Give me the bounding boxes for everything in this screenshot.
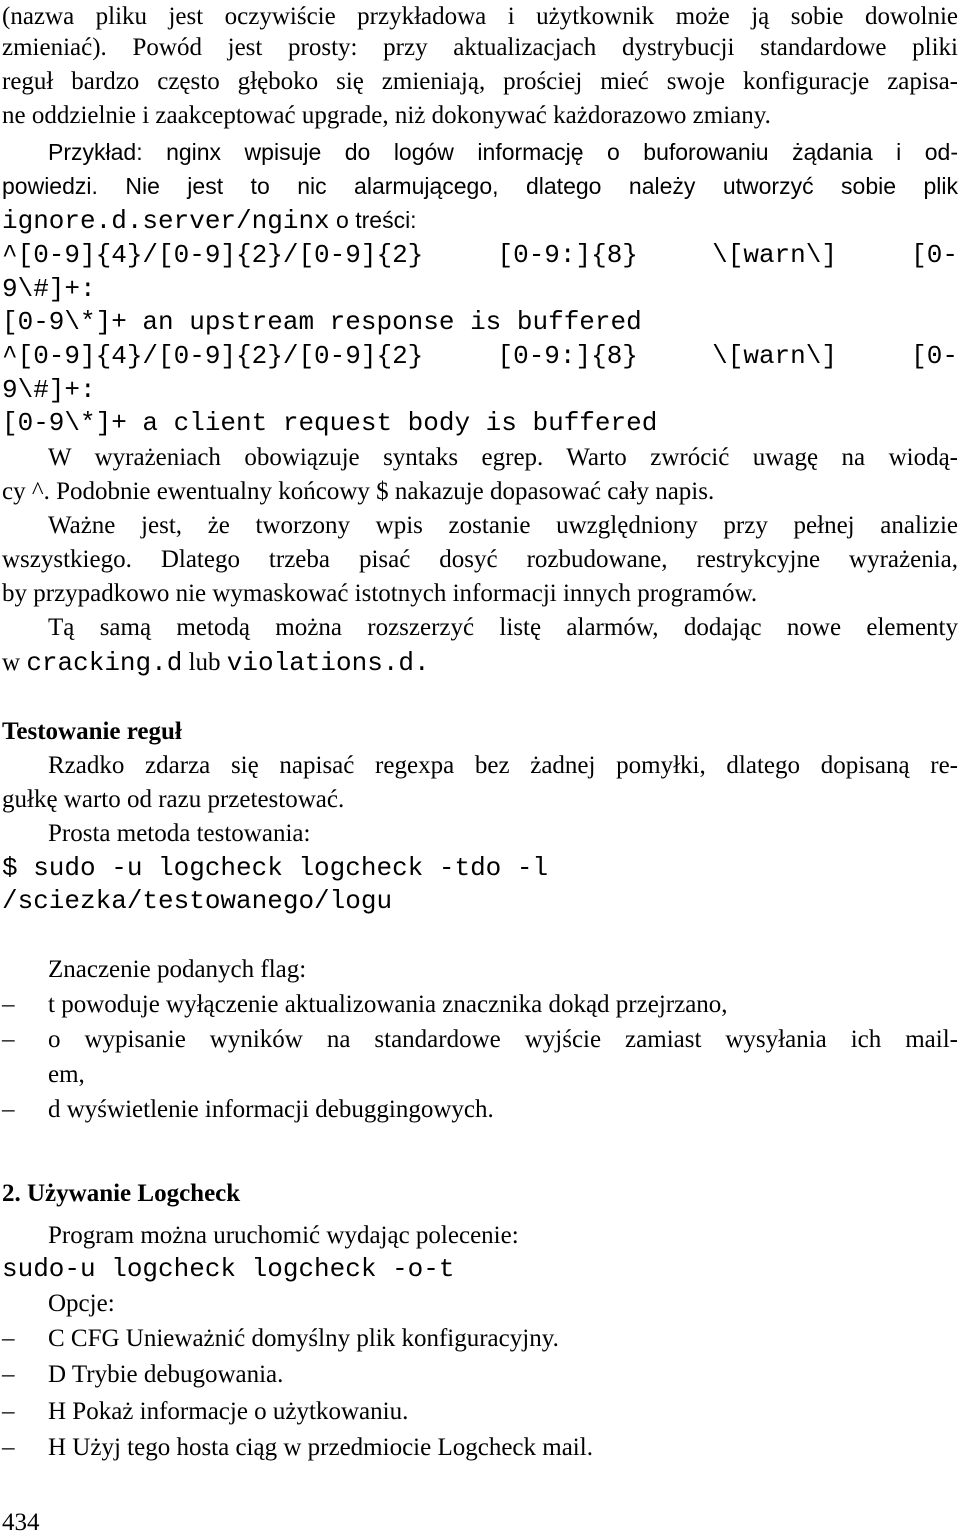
paragraph-line: zmieniać). Powód jest prosty: przy aktualizacjach dystrybucji standardowe pliki (2, 34, 958, 61)
code-line: ^[0-9]{4}/[0-9]{2}/[0-9]{2} [0-9:]{8} \[warn\] [0- (2, 240, 958, 270)
flag-list-item (0, 1093, 960, 1127)
code-line: ^[0-9]{4}/[0-9]{2}/[0-9]{2} [0-9:]{8} \[warn\] [0- (2, 341, 958, 371)
option-text: H Pokaż informacje o użytkowaniu. (48, 1398, 409, 1425)
flag-list-item-continuation (0, 1058, 960, 1092)
flag-text: o wypisanie wyników na standardowe wyjście zamiast wysyłania ich mail- (48, 1026, 958, 1053)
paragraph-line: reguł bardzo często głęboko się zmieniają, prościej mieć swoje konfiguracje zapisa- (2, 68, 958, 95)
paragraph-line: Program można uruchomić wydając polecenie: (48, 1222, 519, 1249)
paragraph-line (2, 646, 958, 680)
dash-bullet: – (2, 1361, 15, 1388)
dash-bullet: – (2, 991, 15, 1018)
inline-code-cracking: cracking.d (26, 648, 183, 678)
inline-text: lub (182, 649, 227, 676)
flag-text: em, (48, 1061, 85, 1088)
paragraph-line (2, 203, 958, 237)
inline-code-violations: violations.d. (226, 648, 430, 678)
paragraph-line: by przypadkowo nie wymaskować istotnych informacji innych programów. (2, 580, 758, 607)
option-list-item (0, 1322, 960, 1356)
paragraph-line: wszystkiego. Dlatego trzeba pisać dosyć rozbudowane, restrykcyjne wyrażenia, (2, 546, 958, 573)
paragraph-line: cy ^. Podobnie ewentualny końcowy $ nakazuje dopasować cały napis. (2, 478, 715, 505)
command-line: $ sudo -u logcheck logcheck -tdo -l (2, 853, 549, 883)
option-text: C CFG Unieważnić domyślny plik konfiguracyjny. (48, 1325, 559, 1352)
code-line: 9\#]+: (2, 274, 96, 304)
dash-bullet: – (2, 1434, 15, 1461)
paragraph-line: Znaczenie podanych flag: (48, 956, 307, 983)
option-list-item (0, 1431, 960, 1465)
code-line: [0-9\*]+ an upstream response is buffered (2, 307, 642, 337)
code-line: 9\#]+: (2, 375, 96, 405)
inline-text: w (2, 649, 27, 676)
inline-text: o treści: (329, 207, 417, 233)
paragraph-line: gułkę warto od razu przetestować. (2, 786, 345, 813)
inline-code-filename: ignore.d.server/nginx (2, 206, 330, 236)
flag-text: d wyświetlenie informacji debuggingowych. (48, 1096, 494, 1123)
dash-bullet: – (2, 1398, 15, 1425)
section-heading: 2. Używanie Logcheck (2, 1180, 241, 1207)
paragraph-line: (nazwa pliku jest oczywiście przykładowa i użytkownik może ją sobie dowolnie (2, 3, 958, 30)
option-text: H Użyj tego hosta ciąg w przedmiocie Logcheck mail. (48, 1434, 593, 1461)
flag-list-item (0, 988, 960, 1022)
dash-bullet: – (2, 1096, 15, 1123)
option-list-item (0, 1358, 960, 1392)
paragraph-line: Opcje: (48, 1290, 115, 1317)
option-list-item (0, 1395, 960, 1429)
dash-bullet: – (2, 1026, 15, 1053)
dash-bullet: – (2, 1325, 15, 1352)
command-line: sudo-u logcheck logcheck -o-t (2, 1254, 455, 1284)
paragraph-line: powiedzi. Nie jest to nic alarmującego, dlatego należy utworzyć sobie plik (2, 173, 958, 199)
paragraph-line: Ważne jest, że tworzony wpis zostanie uwzględniony przy pełnej analizie (48, 512, 958, 539)
command-line: /sciezka/testowanego/logu (2, 886, 393, 916)
code-line: [0-9\*]+ a client request body is buffered (2, 408, 658, 438)
option-text: D Trybie debugowania. (48, 1361, 284, 1388)
flag-text: t powoduje wyłączenie aktualizowania znacznika dokąd przejrzano, (48, 991, 728, 1018)
paragraph-line: W wyrażeniach obowiązuje syntaks egrep. Warto zwrócić uwagę na wiodą- (48, 444, 958, 471)
paragraph-line: Prosta metoda testowania: (48, 820, 311, 847)
paragraph-line: Tą samą metodą można rozszerzyć listę alarmów, dodając nowe elementy (48, 614, 958, 641)
flag-list-item (0, 1023, 960, 1057)
page-number: 434 (2, 1509, 40, 1536)
paragraph-line: Rzadko zdarza się napisać regexpa bez żadnej pomyłki, dlatego dopisaną re- (48, 752, 958, 779)
section-heading: Testowanie reguł (2, 718, 182, 745)
paragraph-line: ne oddzielnie i zaakceptować upgrade, niż dokonywać każdorazowo zmiany. (2, 102, 771, 129)
paragraph-line: Przykład: nginx wpisuje do logów informację o buforowaniu żądania i od- (48, 139, 958, 165)
